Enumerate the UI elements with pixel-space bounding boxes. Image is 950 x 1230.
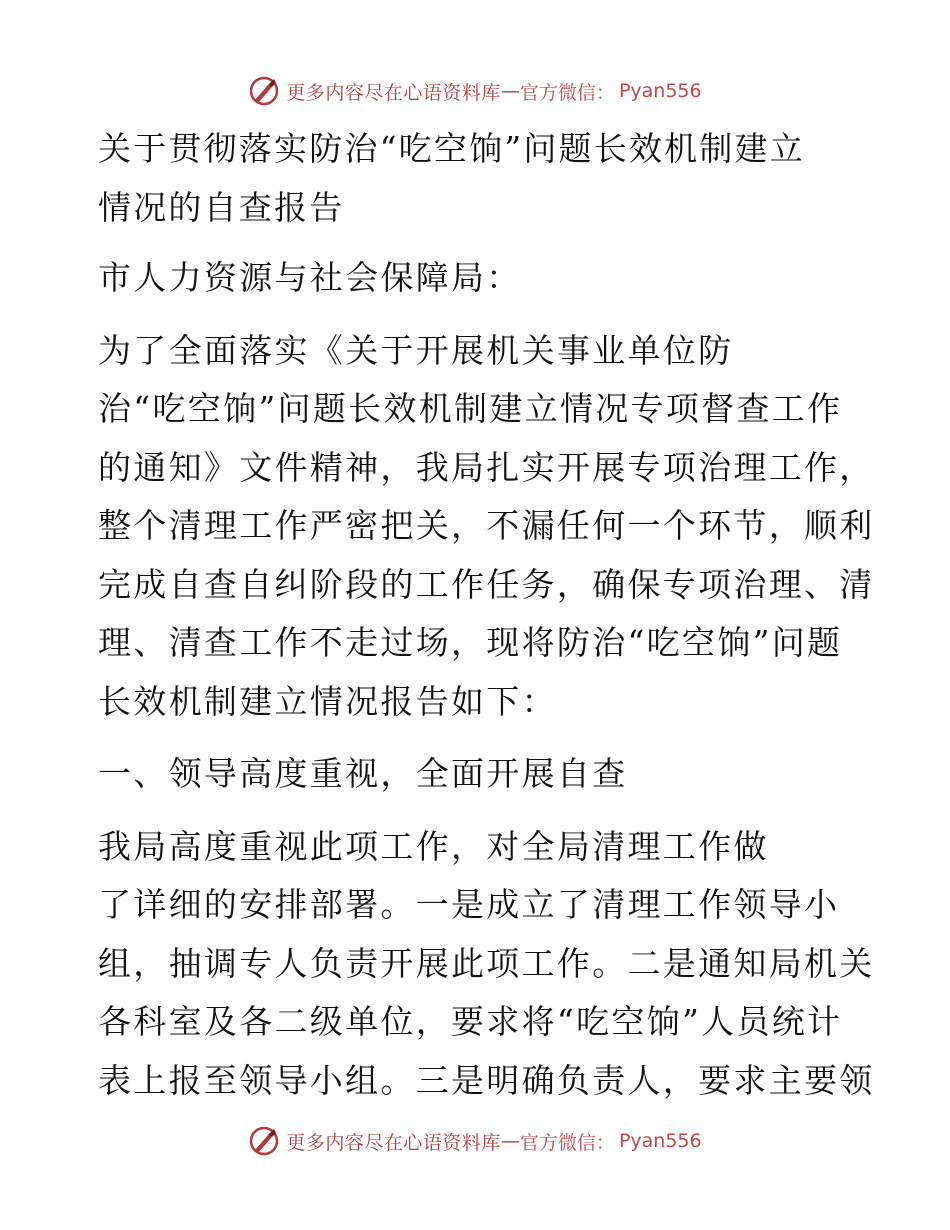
paragraph-line: 各科室及各二级单位，要求将“吃空饷”人员统计 bbox=[98, 1002, 843, 1041]
pen-logo-icon bbox=[248, 75, 280, 107]
paragraph-2 bbox=[98, 818, 875, 1111]
paragraph-line: 整个清理工作严密把关，不漏任何一个环节，顺利 bbox=[98, 506, 875, 545]
pen-logo-icon bbox=[248, 1125, 280, 1157]
banner-brand: 更多内容尽在心语资料库 bbox=[286, 81, 501, 104]
document-title-line-2: 情况的自查报告 bbox=[98, 187, 345, 227]
paragraph-line: 长效机制建立情况报告如下： bbox=[98, 681, 557, 721]
banner-wechat-label: 官方微信： bbox=[519, 1131, 615, 1154]
paragraph-line: 完成自查自纠阶段的工作任务，确保专项治理、清 bbox=[98, 564, 875, 604]
paragraph-line: 组，抽调专人负责开展此项工作。二是通知局机关 bbox=[98, 943, 875, 983]
section-heading-1: 一、领导高度重视，全面开展自查 bbox=[98, 754, 628, 793]
paragraph-line: 的通知》文件精神，我局扎实开展专项治理工作， bbox=[98, 447, 875, 487]
paragraph-1 bbox=[98, 322, 875, 732]
paragraph-line: 理、清查工作不走过场，现将防治“吃空饷”问题 bbox=[98, 623, 843, 662]
watermark-banner-bottom bbox=[0, 1121, 950, 1161]
paragraph-line: 我局高度重视此项工作，对全局清理工作做 bbox=[98, 826, 769, 866]
banner-separator: — bbox=[500, 1130, 520, 1152]
watermark-banner-top bbox=[0, 71, 950, 111]
banner-separator: — bbox=[500, 80, 520, 102]
document-title-line-1: 关于贯彻落实防治“吃空饷”问题长效机制建立 bbox=[98, 129, 805, 168]
paragraph-line: 为了全面落实《关于开展机关事业单位防 bbox=[98, 330, 734, 370]
paragraph-line: 表上报至领导小组。三是明确负责人，要求主要领 bbox=[98, 1060, 875, 1100]
document-body bbox=[98, 120, 875, 1110]
banner-wechat-id: Pyan556 bbox=[618, 80, 702, 102]
salutation: 市人力资源与社会保障局： bbox=[98, 258, 522, 297]
paragraph-line: 了详细的安排部署。一是成立了清理工作领导小 bbox=[98, 885, 840, 924]
paragraph-line: 治“吃空饷”问题长效机制建立情况专项督查工作 bbox=[98, 389, 843, 428]
banner-brand: 更多内容尽在心语资料库 bbox=[286, 1131, 501, 1154]
banner-wechat-id: Pyan556 bbox=[618, 1130, 702, 1152]
banner-wechat-label: 官方微信： bbox=[519, 81, 615, 104]
